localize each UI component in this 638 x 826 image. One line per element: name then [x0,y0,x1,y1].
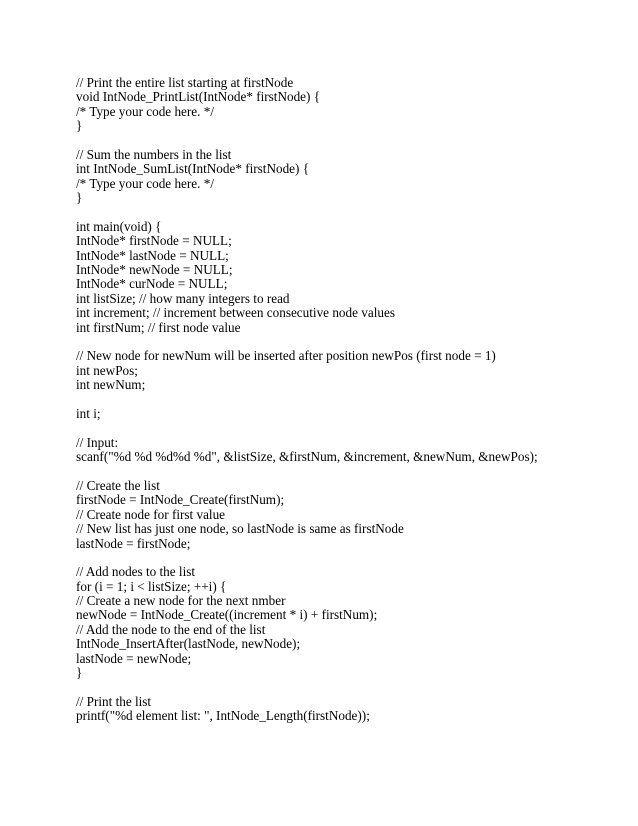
blank-line [76,335,626,349]
code-line: // Print the entire list starting at firstNode [76,75,294,90]
blank-line [76,206,626,220]
code-line: int listSize; // how many integers to read [76,290,290,306]
code-line: void IntNode_PrintList(IntNode* firstNode) { [76,89,321,105]
code-line: IntNode_InsertAfter(lastNode, newNode); [76,636,301,652]
code-line: for (i = 1; i < listSize; ++i) { [76,578,227,594]
blank-line [76,551,626,565]
code-line: lastNode = newNode; [76,650,192,666]
code-line: } [76,118,83,134]
blank-line [76,465,626,479]
code-line: int newNum; [76,377,146,393]
blank-line [76,393,626,407]
code-line: } [76,190,83,206]
code-line: /* Type your code here. */ [76,103,214,119]
code-line: // Add the node to the end of the list [76,621,266,637]
code-line: // Input: [76,434,119,450]
code-line: // Sum the numbers in the list [76,146,232,162]
code-line: IntNode* firstNode = NULL; [76,233,232,249]
code-line: // Create node for first value [76,506,226,522]
code-line: int i; [76,405,101,421]
code-line: IntNode* lastNode = NULL; [76,247,229,263]
code-line: // Add nodes to the list [76,564,196,580]
code-line: lastNode = firstNode; [76,535,191,551]
blank-line [76,680,626,694]
code-line: printf("%d element list: ", IntNode_Length(firstNode)); [76,708,370,724]
code-line: int firstNum; // first node value [76,319,241,335]
code-line: int main(void) { [76,218,162,234]
code-line: IntNode* curNode = NULL; [76,276,228,292]
code-document [76,76,626,724]
code-line: // New node for newNum will be inserted after position newPos (first node = 1) [76,348,496,364]
code-line: // Create a new node for the next nmber [76,593,286,609]
code-line: IntNode* newNode = NULL; [76,262,233,278]
code-line: } [76,665,83,681]
code-line: firstNode = IntNode_Create(firstNum); [76,492,285,508]
blank-line [76,421,626,435]
code-line: // Print the list [76,693,152,709]
code-line: int IntNode_SumList(IntNode* firstNode) { [76,161,310,177]
code-line: /* Type your code here. */ [76,175,214,191]
code-line: scanf("%d %d %d%d %d", &listSize, &firstNum, &increment, &newNum, &newPos); [76,449,538,465]
code-line: // Create the list [76,477,160,493]
code-line: newNode = IntNode_Create((increment * i) + firstNum); [76,607,378,623]
code-line: // New list has just one node, so lastNode is same as firstNode [76,521,404,537]
code-line: int increment; // increment between consecutive node values [76,305,395,321]
blank-line [76,134,626,148]
code-line: int newPos; [76,362,138,378]
